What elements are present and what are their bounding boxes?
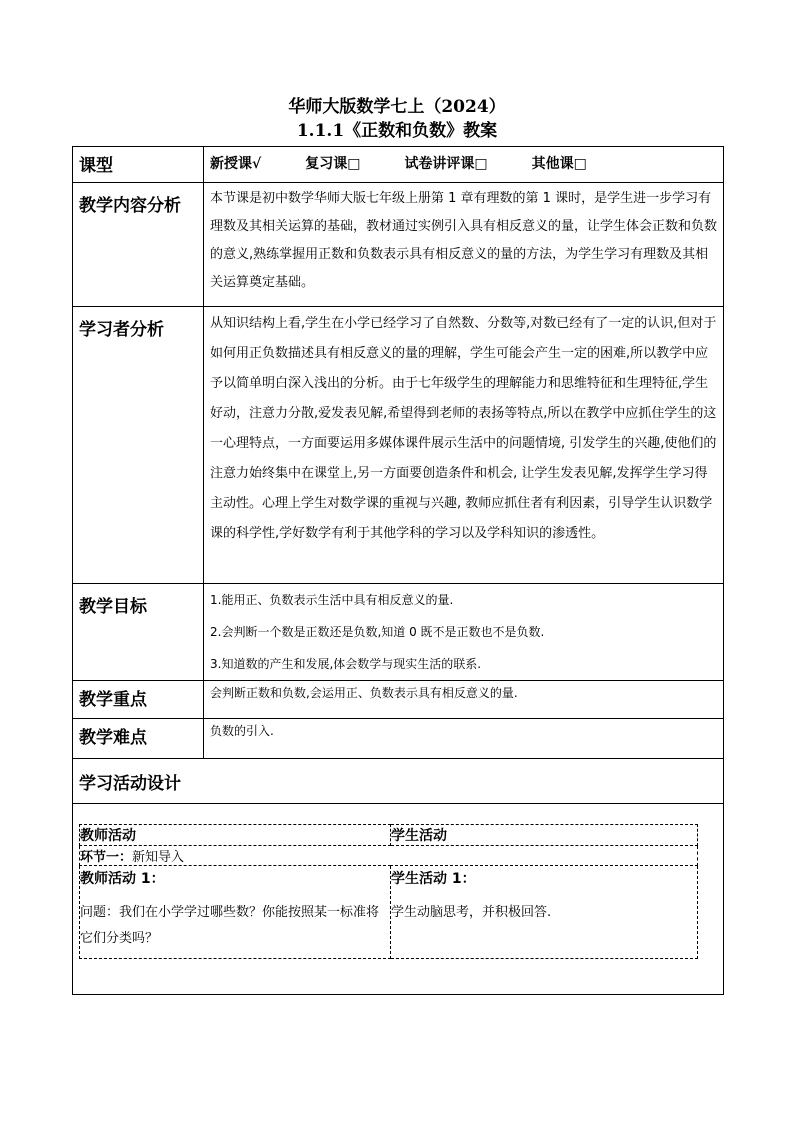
row-key-points: [73, 681, 724, 719]
difficulties-text: 负数的引入.: [204, 719, 724, 759]
lesson-plan-table: [72, 146, 724, 995]
row-activity-table: [73, 804, 724, 995]
teacher-activity-title: 教师活动 1：: [80, 871, 165, 887]
difficulties-label: 教学难点: [73, 719, 204, 759]
student-activity-cell: [391, 866, 698, 959]
row-goals: [73, 584, 724, 681]
learner-analysis-label: 学习者分析: [73, 307, 204, 584]
course-type-label: 课型: [73, 147, 204, 183]
option-new-lesson: 新授课√: [210, 156, 262, 172]
teacher-activity-header: 教师活动: [80, 825, 391, 846]
option-other: 其他课□: [531, 156, 587, 172]
section-prefix: 环节一：: [80, 850, 133, 865]
teacher-activity-text: 问题：我们在小学学过哪些数？你能按照某一标准将它们分类吗？: [80, 905, 380, 946]
goals-list: [204, 584, 724, 681]
doc-title-line2: 1.1.1《正数和负数》教案: [296, 121, 498, 141]
section-row: [80, 846, 698, 866]
student-activity-text: 学生动脑思考，并积极回答.: [391, 905, 552, 920]
option-exam-review: 试卷讲评课□: [404, 156, 488, 172]
goal-item: 2.会判断一个数是正数还是负数,知道 0 既不是正数也不是负数.: [210, 625, 545, 639]
section-name: 新知导入: [132, 850, 185, 865]
doc-title-line1: 华师大版数学七上（2024）: [288, 97, 506, 117]
row-activity-title: [73, 759, 724, 804]
goals-label: 教学目标: [73, 584, 204, 681]
option-review: 复习课□: [305, 156, 361, 172]
course-type-options: [210, 147, 723, 173]
key-points-label: 教学重点: [73, 681, 204, 719]
row-course-type: [73, 147, 724, 183]
content-analysis-label: 教学内容分析: [73, 183, 204, 307]
content-analysis-text: 本节课是初中数学华师大版七年级上册第 1 章有理数的第 1 课时，是学生进一步学习有理数及其相关运算的基础，教材通过实例引入具有相反意义的量，让学生体会正数和负数的意义,熟练掌握用正数和负数表示具有相反意义的量的方法，为学生学习有理数及其相关运算奠定基础。: [204, 183, 724, 307]
row-difficulties: [73, 719, 724, 759]
key-points-text: 会判断正数和负数,会运用正、负数表示具有相反意义的量.: [204, 681, 724, 719]
goal-item: 1.能用正、负数表示生活中具有相反意义的量.: [210, 593, 454, 607]
row-learner-analysis: [73, 307, 724, 584]
teacher-activity-cell: [80, 866, 391, 959]
activity-design-label: 学习活动设计: [73, 759, 724, 804]
learner-analysis-text: 从知识结构上看,学生在小学已经学习了自然数、分数等,对数已经有了一定的认识,但对于如何用正负数描述具有相反意义的量的理解，学生可能会产生一定的困难,所以教学中应予以简单明白深入浅出的分析。由于七年级学生的理解能力和思维特征和生理特征,学生好动，注意力分散,爱发表见解,希望得到老师的表扬等特点,所以在教学中应抓住学生的这一心理特点，一方面要运用多媒体课件展示生活中的问题情境, 引发学生的兴趣,使他们的注意力始终集中在课堂上,另一方面要创造条件和机会, 让学生发表见解,发挥学生学习得主动性。心理上学生对数学课的重视与兴趣, 教师应抓住者有利因素，引导学生认识数学课的科学性,学好数学有利于其他学科的学习以及学科知识的渗透性。: [204, 307, 724, 584]
row-content-analysis: [73, 183, 724, 307]
student-activity-header: 学生活动: [391, 825, 698, 846]
student-activity-title: 学生活动 1：: [391, 871, 476, 887]
activity-table: [79, 824, 698, 959]
goal-item: 3.知道数的产生和发展,体会数学与现实生活的联系.: [210, 657, 482, 671]
